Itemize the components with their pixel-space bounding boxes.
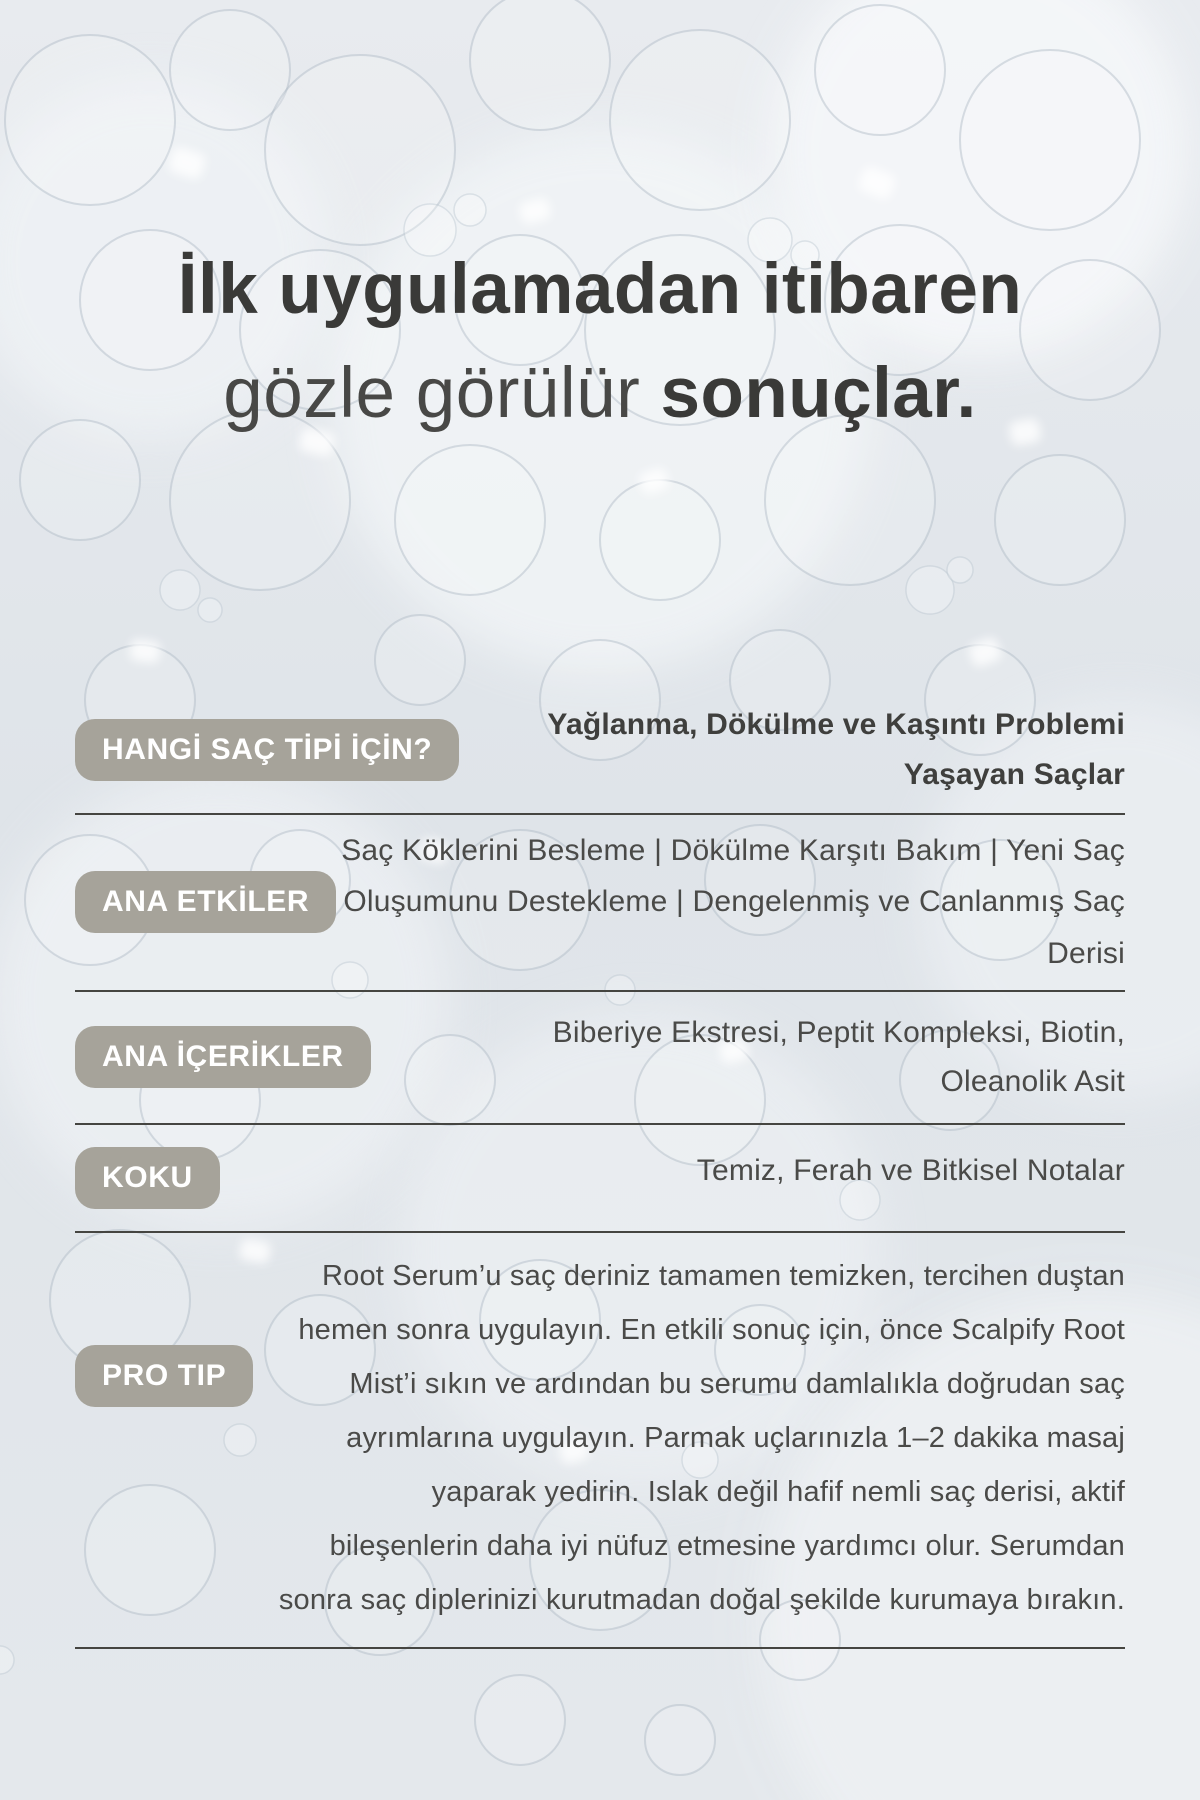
main-ingredients-label: ANA İÇERİKLER (102, 1040, 344, 1074)
headline (0, 238, 1200, 446)
main-effects-value: Saç Köklerini Besleme | Dökülme Karşıtı Bakım | Yeni Saç Oluşumunu Destekleme | Dengelenmiş ve Canlanmış Saç Derisi (341, 833, 1125, 970)
scent-label: KOKU (102, 1161, 193, 1195)
spec-row-main-effects (75, 815, 1125, 992)
spec-row-main-ingredients (75, 992, 1125, 1126)
spec-row-hair-type (75, 688, 1125, 815)
spec-table (75, 688, 1125, 1649)
pro-tip-value: Root Serum’u saç deriniz tamamen temizken, tercihen duştan hemen sonra uygulayın. En etkili sonuç için, önce Scalpify Root Mist’i sıkın ve ardından bu serumu damlalıkla doğrudan saç ayrımlarına uygulayın. Parmak uçlarınızla 1–2 dakika masaj yaparak yedirin. Islak değil hafif nemli saç derisi, aktif bileşenlerin daha iyi nüfuz etmesine yardımcı olur. Serumdan sonra saç diplerinizi kurutmadan doğal şekilde kurumaya bırakın. (278, 1260, 1125, 1617)
headline-line2-bold: sonuçlar. (660, 354, 977, 433)
spec-row-scent (75, 1125, 1125, 1233)
hair-type-label: HANGİ SAÇ TİPİ İÇİN? (102, 733, 433, 767)
main-effects-label: ANA ETKİLER (102, 885, 310, 919)
pro-tip-label: PRO TIP (102, 1359, 227, 1393)
hair-type-value: Yağlanma, Dökülme ve Kaşıntı Problemi Yaşayan Saçlar (547, 708, 1125, 792)
hair-type-label-badge (75, 719, 459, 781)
main-ingredients-label-badge (75, 1026, 371, 1088)
scent-value: Temiz, Ferah ve Bitkisel Notalar (696, 1154, 1125, 1188)
spec-row-pro-tip (75, 1233, 1125, 1649)
main-effects-label-badge (75, 871, 336, 933)
headline-line1: İlk uygulamadan itibaren (177, 250, 1023, 329)
main-ingredients-value: Biberiye Ekstresi, Peptit Kompleksi, Biotin, Oleanolik Asit (552, 1015, 1125, 1099)
scent-label-badge (75, 1147, 220, 1209)
pro-tip-label-badge (75, 1345, 253, 1407)
headline-line2-regular: gözle görülür (223, 354, 661, 433)
